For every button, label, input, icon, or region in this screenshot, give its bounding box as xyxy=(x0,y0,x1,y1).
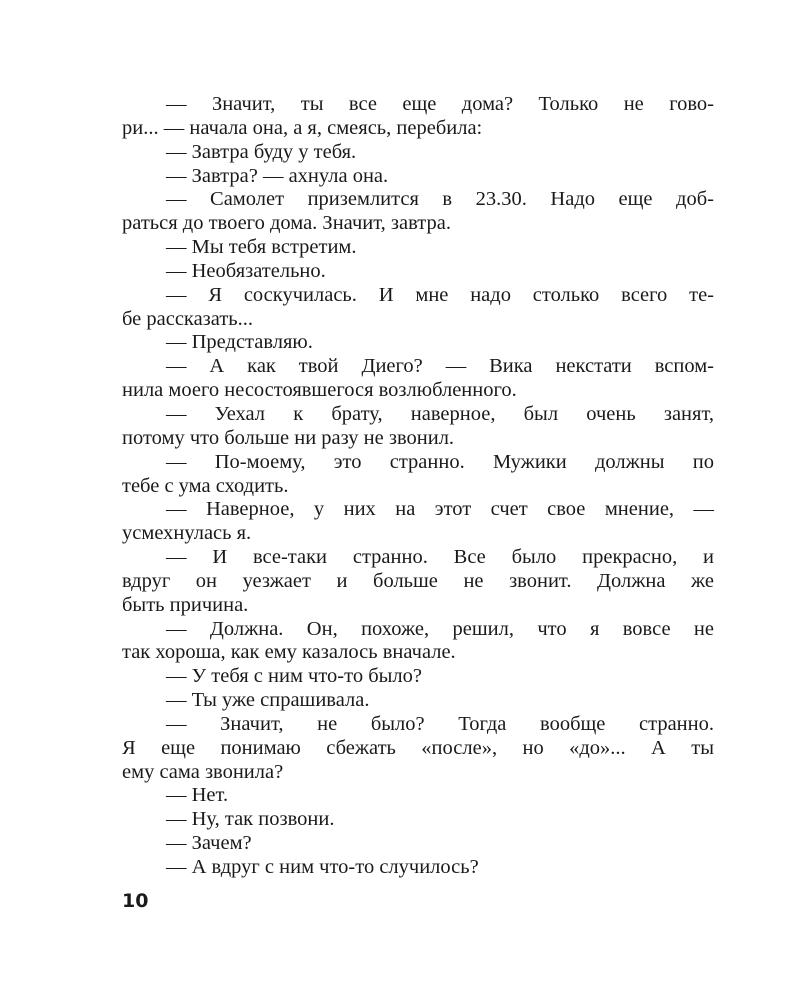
text-line: тебе с ума сходить. xyxy=(122,474,289,497)
text-line: — Значит, ты все еще дома? Только не гово- xyxy=(166,93,714,115)
text-line: — Ну, так позвони. xyxy=(166,808,335,831)
text-line: — Необязательно. xyxy=(166,259,326,282)
text-line: усмехнулась я. xyxy=(122,522,252,545)
text-line: — Представляю. xyxy=(166,331,313,354)
text-line: — Значит, не было? Тогда вообще странно. xyxy=(166,712,714,735)
text-line: — Я соскучилась. И мне надо столько всего те- xyxy=(166,283,714,306)
text-line: так хороша, как ему казалось вначале. xyxy=(122,641,456,664)
text-line: ему сама звонила? xyxy=(122,760,284,783)
text-line: бе рассказать... xyxy=(122,307,254,330)
text-line: — А как твой Диего? — Вика некстати вспом- xyxy=(166,355,714,378)
text-line: вдруг он уезжает и больше не звонит. Должна же xyxy=(122,569,714,592)
text-line: — По-моему, это странно. Мужики должны по xyxy=(166,450,714,473)
text-line: — Наверное, у них на этот счет свое мнение, — xyxy=(166,498,714,521)
text-line: — Завтра? — ахнула она. xyxy=(166,164,389,187)
text-line: раться до твоего дома. Значит, завтра. xyxy=(122,212,451,235)
text-line: — Мы тебя встретим. xyxy=(166,236,357,259)
text-line: — Ты уже спрашивала. xyxy=(166,689,370,712)
text-line: — Завтра буду у тебя. xyxy=(166,140,357,163)
text-line: — У тебя с ним что-то было? xyxy=(166,665,422,688)
text-line: — Должна. Он, похоже, решил, что я вовсе не xyxy=(166,617,714,640)
text-line: — Уехал к брату, наверное, был очень занят, xyxy=(166,402,714,425)
text-line: нила моего несостоявшегося возлюбленного. xyxy=(122,379,517,402)
text-line: ри... — начала она, а я, смеясь, перебила: xyxy=(122,116,483,139)
text-line: Я еще понимаю сбежать «после», но «до»... А ты xyxy=(122,736,714,759)
page-number: 10 xyxy=(122,890,149,912)
body-text xyxy=(122,93,714,880)
text-line: быть причина. xyxy=(122,593,249,616)
text-line: — Нет. xyxy=(166,784,229,807)
text-line: — Самолет приземлится в 23.30. Надо еще доб- xyxy=(166,188,714,211)
text-line: — Зачем? xyxy=(166,832,252,855)
text-line: — И все-таки странно. Все было прекрасно, и xyxy=(166,546,714,569)
text-line: потому что больше ни разу не звонил. xyxy=(122,426,455,449)
text-line: — А вдруг с ним что-то случилось? xyxy=(166,856,479,878)
